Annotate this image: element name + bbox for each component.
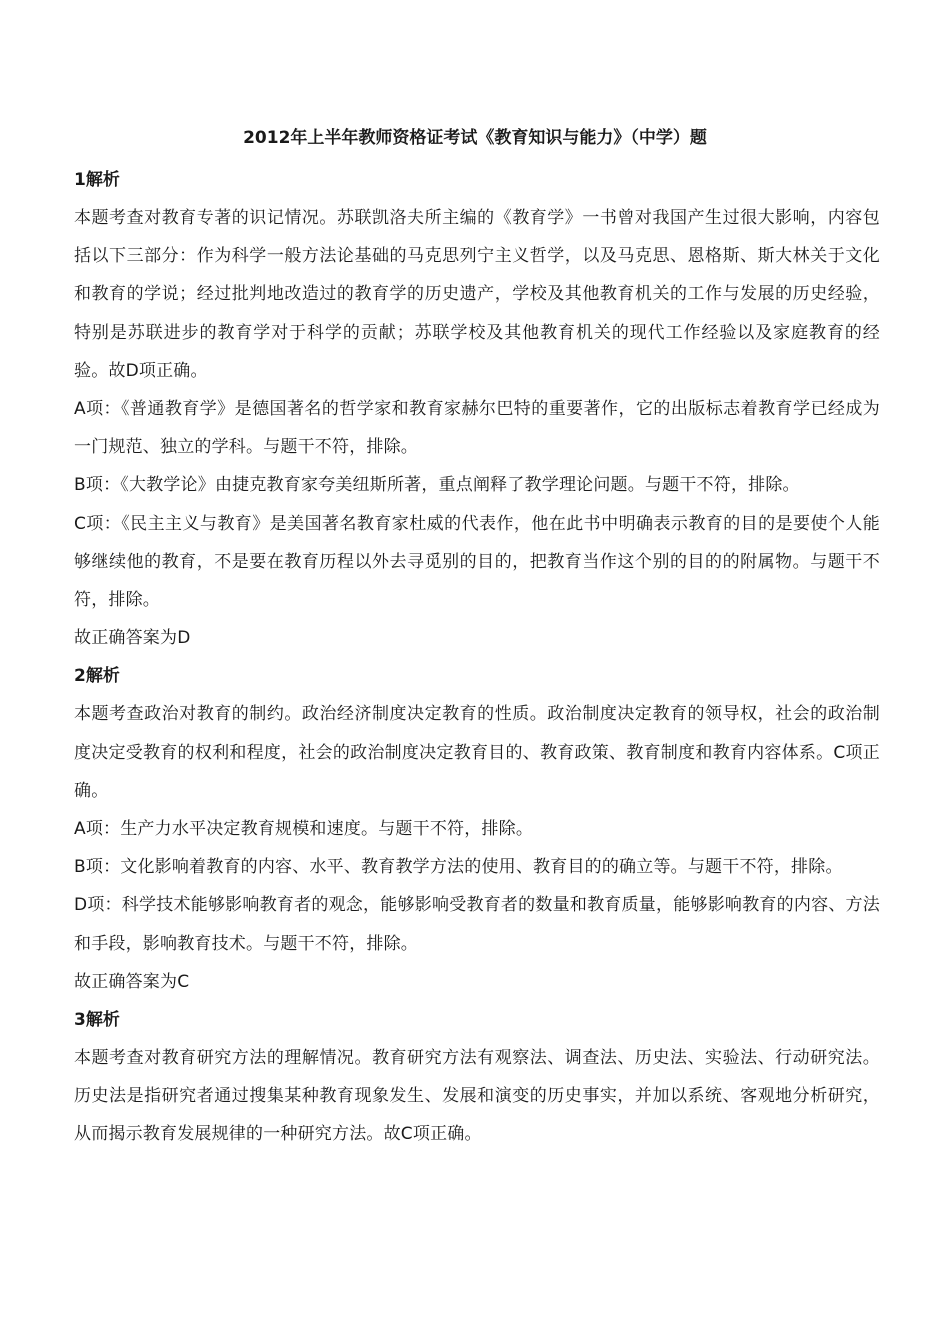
paragraph: 本题考查对教育专著的识记情况。苏联凯洛夫所主编的《教育学》一书曾对我国产生过很大影响，内容包括以下三部分：作为科学一般方法论基础的马克思列宁主义哲学，以及马克思、恩格斯、斯大林关于文化和教育的学说；经过批判地改造过的教育学的历史遗产，学校及其他教育机关的工作与发展的历史经验，特别是苏联进步的教育学对于科学的贡献；苏联学校及其他教育机关的现代工作经验以及家庭教育的经验。故D项正确。 <box>74 208 880 381</box>
paragraph: A项：生产力水平决定教育规模和速度。与题干不符，排除。 <box>74 819 534 840</box>
section-2 <box>74 657 880 1001</box>
paragraph: A项：《普通教育学》是德国著名的哲学家和教育家赫尔巴特的重要著作，它的出版标志着教育学已经成为一门规范、独立的学科。与题干不符，排除。 <box>74 399 880 458</box>
section-heading: 1解析 <box>74 170 120 190</box>
paragraph: 本题考查政治对教育的制约。政治经济制度决定教育的性质。政治制度决定教育的领导权，社会的政治制度决定受教育的权利和程度，社会的政治制度决定教育目的、教育政策、教育制度和教育内容体系。C项正确。 <box>74 704 880 801</box>
section-3 <box>74 1001 880 1154</box>
section-1 <box>74 161 880 657</box>
section-heading: 2解析 <box>74 666 120 687</box>
answer-line: 故正确答案为C <box>74 971 190 992</box>
document-body <box>74 161 880 1154</box>
section-heading: 3解析 <box>74 1010 120 1031</box>
answer-line: 故正确答案为D <box>74 628 191 649</box>
paragraph: B项：文化影响着教育的内容、水平、教育教学方法的使用、教育目的的确立等。与题干不符，排除。 <box>74 857 843 878</box>
paragraph: D项：科学技术能够影响教育者的观念，能够影响受教育者的数量和教育质量，能够影响教育的内容、方法和手段，影响教育技术。与题干不符，排除。 <box>74 895 880 954</box>
paragraph: B项：《大教学论》由捷克教育家夸美纽斯所著，重点阐释了教学理论问题。与题干不符，排除。 <box>74 475 800 496</box>
document-title: 2012年上半年教师资格证考试《教育知识与能力》（中学）题 <box>243 128 707 148</box>
paragraph: C项：《民主主义与教育》是美国著名教育家杜威的代表作，他在此书中明确表示教育的目的是要使个人能够继续他的教育，不是要在教育历程以外去寻觅别的目的，把教育当作这个别的目的的附属物。与题干不符，排除。 <box>74 513 880 611</box>
paragraph: 本题考查对教育研究方法的理解情况。教育研究方法有观察法、调查法、历史法、实验法、行动研究法。历史法是指研究者通过搜集某种教育现象发生、发展和演变的历史事实，并加以系统、客观地分析研究，从而揭示教育发展规律的一种研究方法。故C项正确。 <box>74 1048 880 1145</box>
